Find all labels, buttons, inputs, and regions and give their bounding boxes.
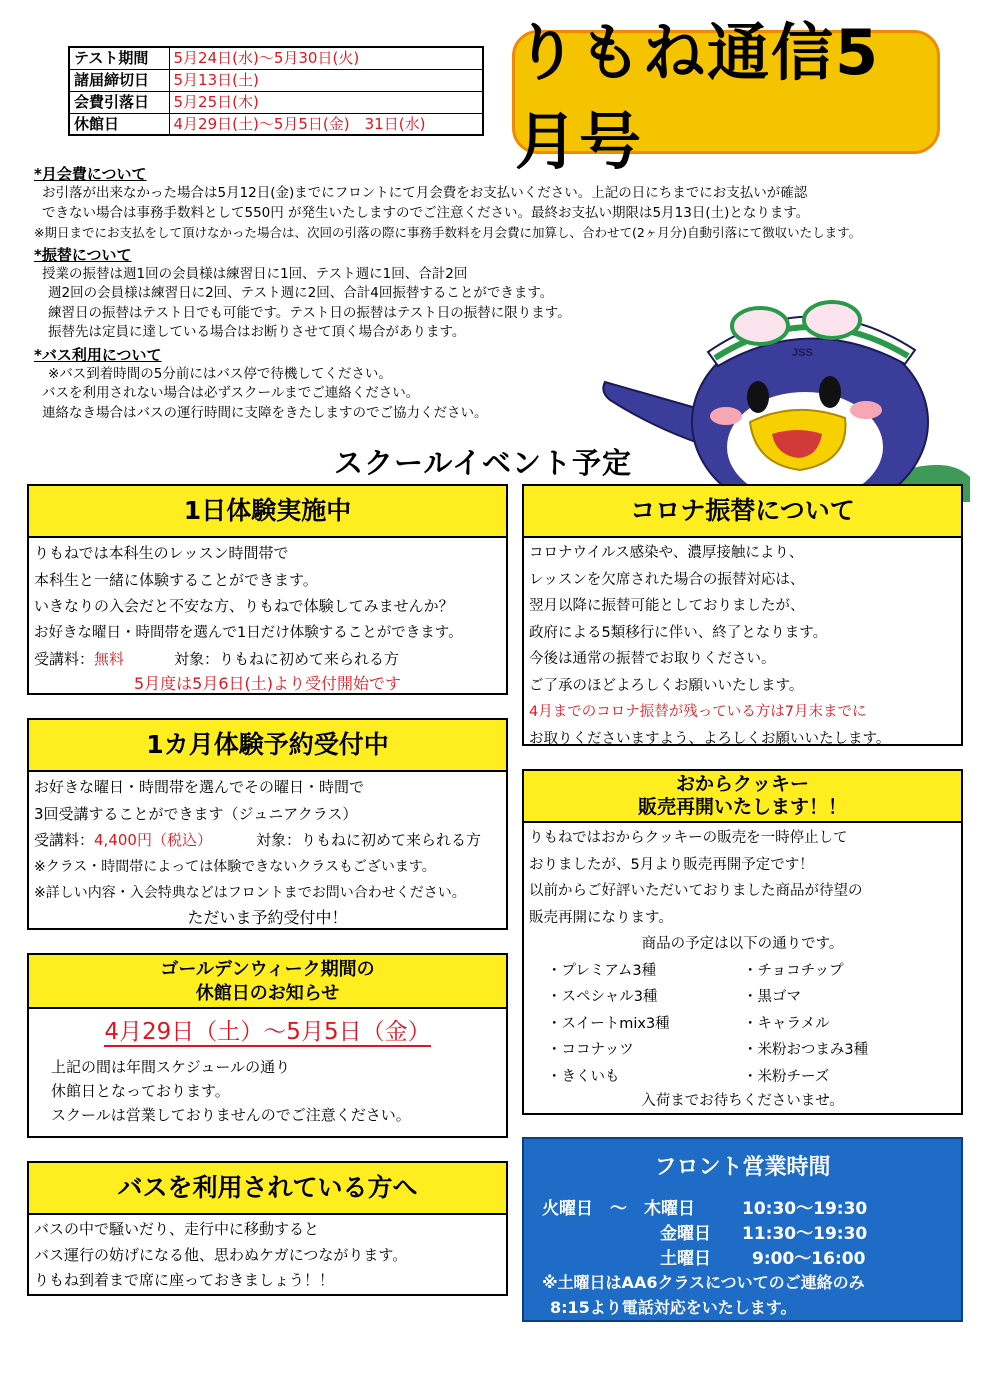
list-item: ・チョコチップ xyxy=(743,962,844,979)
cookie-box xyxy=(522,769,963,1115)
title-line: 販売再開いたします！！ xyxy=(637,796,847,818)
hours-days: 火曜日 ～ 木曜日 xyxy=(542,1199,695,1219)
table-row xyxy=(69,91,483,113)
page-title: りもね通信5月号 xyxy=(515,16,881,178)
trial-day-box xyxy=(27,484,508,695)
notice-line: 週2回の会員様は練習日に2回、テスト週に2回、合計4回振替することができます。 xyxy=(48,285,554,301)
notice-line: ※期日までにお支払をして頂けなかった場合は、次回の引落の際に事務手数料を月会費に加算し、合わせて(2ヶ月分)自動引落にて徴収いたします。 xyxy=(34,225,862,240)
list-item: ・黒ゴマ xyxy=(743,989,801,1005)
notice-line: 練習日の振替はテスト日でも可能です。テスト日の振替はテスト日の振替に限ります。 xyxy=(48,304,571,321)
list-item: ・スペシャル3種 xyxy=(547,989,658,1005)
deadline-line: 4月までのコロナ振替が残っている方は7月末までに xyxy=(529,704,867,720)
box-title: バスを利用されている方へ xyxy=(29,1163,506,1215)
list-item: ・きくいも xyxy=(547,1068,620,1085)
schedule-value: 5月24日(水)～5月30日(火) xyxy=(169,47,483,69)
notice-line: 振替先は定員に達している場合はお断りさせて頂く場合があります。 xyxy=(48,324,466,340)
target-text: 対象：りもねに初めて来られる方 xyxy=(256,831,482,849)
body-line: りもねでは本科生のレッスン時間帯で xyxy=(34,544,289,562)
note-line: ※詳しい内容・入会特典などはフロントまでお問い合わせください。 xyxy=(34,885,466,901)
fee-heading: *月会費について xyxy=(34,165,147,183)
body-line: 政府による5類移行に伴い、終了となります。 xyxy=(529,624,828,641)
hours-time: 10:30～19:30 xyxy=(742,1199,868,1219)
notice-line: できない場合は事務手数料として550円 が発生いたしますのでご注意ください。最終お支払い期限は5月13日(土)となります。 xyxy=(42,204,810,221)
bus-heading: *バス利用について xyxy=(34,345,162,364)
body-line: 翌月以降に振替可能としておりましたが、 xyxy=(529,598,805,614)
list-item: ・米粉チーズ xyxy=(743,1068,830,1085)
fee-line xyxy=(34,827,501,854)
body-line: 上記の間は年間スケジュールの通り xyxy=(51,1058,291,1076)
note-line: ※クラス・時間帯によっては体験できないクラスもございます。 xyxy=(34,858,436,875)
start-note: 5月度は5月6日(土)より受付開始です xyxy=(133,673,402,693)
dates-wrap xyxy=(29,1009,506,1047)
hours-days: 金曜日 xyxy=(660,1224,711,1244)
body-line: 3回受講することができます（ジュニアクラス） xyxy=(34,804,358,823)
schedule-label: 会費引落日 xyxy=(69,91,169,113)
penguin-mascot-illustration xyxy=(600,292,970,502)
events-heading: スクールイベント予定 xyxy=(334,446,632,480)
body-line: りもねではおからクッキーの販売を一時停止して xyxy=(529,830,848,846)
schedule-value: 4月29日(土)～5月5日(金) 31日(水) xyxy=(169,113,483,135)
schedule-label: テスト期間 xyxy=(69,47,169,69)
schedule-table xyxy=(68,46,484,136)
golden-week-box xyxy=(27,953,508,1138)
body-line: 今後は通常の振替でお取りください。 xyxy=(529,651,776,667)
trial-month-box xyxy=(27,718,508,930)
mascot-cap-text: JSS xyxy=(792,347,813,359)
fee-label: 受講料： xyxy=(34,650,95,668)
target-text: 対象：りもねに初めて来られる方 xyxy=(174,650,400,668)
reservation-note: ただいま予約受付中！ xyxy=(187,907,348,927)
hours-time: 11:30～19:30 xyxy=(742,1224,868,1244)
table-row xyxy=(69,113,483,135)
notice-line: 授業の振替は週1回の会員様は練習日に1回、テスト週に1回、合計2回 xyxy=(42,265,468,282)
bus-users-box xyxy=(27,1161,508,1296)
box-title: 1日体験実施中 xyxy=(29,486,506,538)
body-line: おりましたが、5月より販売再開予定です！ xyxy=(529,856,814,873)
saturday-note: 8:15より電話対応をいたします。 xyxy=(550,1298,797,1317)
body-line: お好きな曜日・時間帯を選んでその曜日・時間で xyxy=(34,778,365,796)
body-line: いきなりの入会だと不安な方、りもねで体験してみませんか？ xyxy=(34,597,454,615)
box-title: コロナ振替について xyxy=(524,486,961,538)
fee-value: 無料 xyxy=(94,650,125,668)
body-line: 販売再開になります。 xyxy=(529,909,673,926)
fee-label: 受講料： xyxy=(34,831,95,849)
makeup-heading: *振替について xyxy=(34,245,132,264)
schedule-label: 休館日 xyxy=(69,113,169,135)
list-item: ・キャラメル xyxy=(743,1015,830,1032)
body-line: レッスンを欠席された場合の振替対応は、 xyxy=(529,571,805,588)
body-line: お取りくださいますよう、よろしくお願いいたします。 xyxy=(529,730,891,747)
notice-line: 連絡なき場合はバスの運行時間に支障をきたしますのでご協力ください。 xyxy=(42,404,488,421)
newsletter-title-badge xyxy=(512,16,940,178)
closure-dates: 4月29日（土）～5月5日（金） xyxy=(104,1019,431,1045)
list-item: ・米粉おつまみ3種 xyxy=(743,1042,869,1058)
body-line: コロナウイルス感染や、濃厚接触により、 xyxy=(529,545,804,561)
hours-time: 9:00～16:00 xyxy=(752,1249,866,1269)
body-line: りもね到着まで席に座っておきましょう！！ xyxy=(34,1271,335,1289)
hours-days: 土曜日 xyxy=(660,1249,711,1269)
product-list xyxy=(529,958,956,1091)
schedule-value: 5月13日(土) xyxy=(169,69,483,91)
body-line: 休館日となっております。 xyxy=(51,1082,230,1100)
box-title xyxy=(29,955,506,1009)
table-row xyxy=(69,47,483,69)
notice-line: バスを利用されない場合は必ずスクールまでご連絡ください。 xyxy=(42,385,420,401)
body-line: バスの中で騒いだり、走行中に移動すると xyxy=(34,1220,320,1238)
fee-value: 4,400円（税込） xyxy=(94,831,212,849)
schedule-value: 5月25日(木) xyxy=(169,91,483,113)
schedule-label: 諸届締切日 xyxy=(69,69,169,91)
fee-line xyxy=(34,646,501,673)
title-line: 休館日のお知らせ xyxy=(195,983,340,1004)
list-item: ・プレミアム3種 xyxy=(547,962,657,979)
body-line: 本科生と一緒に体験することができます。 xyxy=(34,570,318,589)
table-row xyxy=(69,69,483,91)
products-heading: 商品の予定は以下の通りです。 xyxy=(641,936,844,952)
box-title xyxy=(524,771,961,823)
front-desk-hours-box xyxy=(522,1137,963,1322)
saturday-note: ※土曜日はAA6クラスについてのご連絡のみ xyxy=(542,1273,865,1292)
list-item: ・ココナッツ xyxy=(547,1042,634,1058)
notice-line: お引落が出来なかった場合は5月12日(金)までにフロントにて月会費をお支払いください。上記の日にちまでにお支払いが確認 xyxy=(42,185,808,201)
box-title: 1カ月体験予約受付中 xyxy=(29,720,506,772)
title-line: おからクッキー xyxy=(675,773,809,795)
box-title: フロント営業時間 xyxy=(654,1155,831,1180)
title-line: ゴールデンウィーク期間の xyxy=(160,959,375,980)
list-item: ・スイートmix3種 xyxy=(547,1015,670,1032)
body-line: お好きな曜日・時間帯を選んで1日だけ体験することができます。 xyxy=(34,624,463,641)
body-line: スクールは営業しておりませんのでご注意ください。 xyxy=(51,1106,411,1124)
body-line: 以前からご好評いただいておりました商品が待望の xyxy=(529,883,863,899)
body-line: ご了承のほどよろしくお願いいたします。 xyxy=(529,677,804,694)
notice-line: ※バス到着時間の5分前にはバス停で待機してください。 xyxy=(48,365,392,382)
body-line: バス運行の妨げになる他、思わぬケガにつながります。 xyxy=(34,1245,408,1264)
arrival-note: 入荷までお待ちくださいませ。 xyxy=(641,1093,844,1109)
corona-box xyxy=(522,484,963,746)
